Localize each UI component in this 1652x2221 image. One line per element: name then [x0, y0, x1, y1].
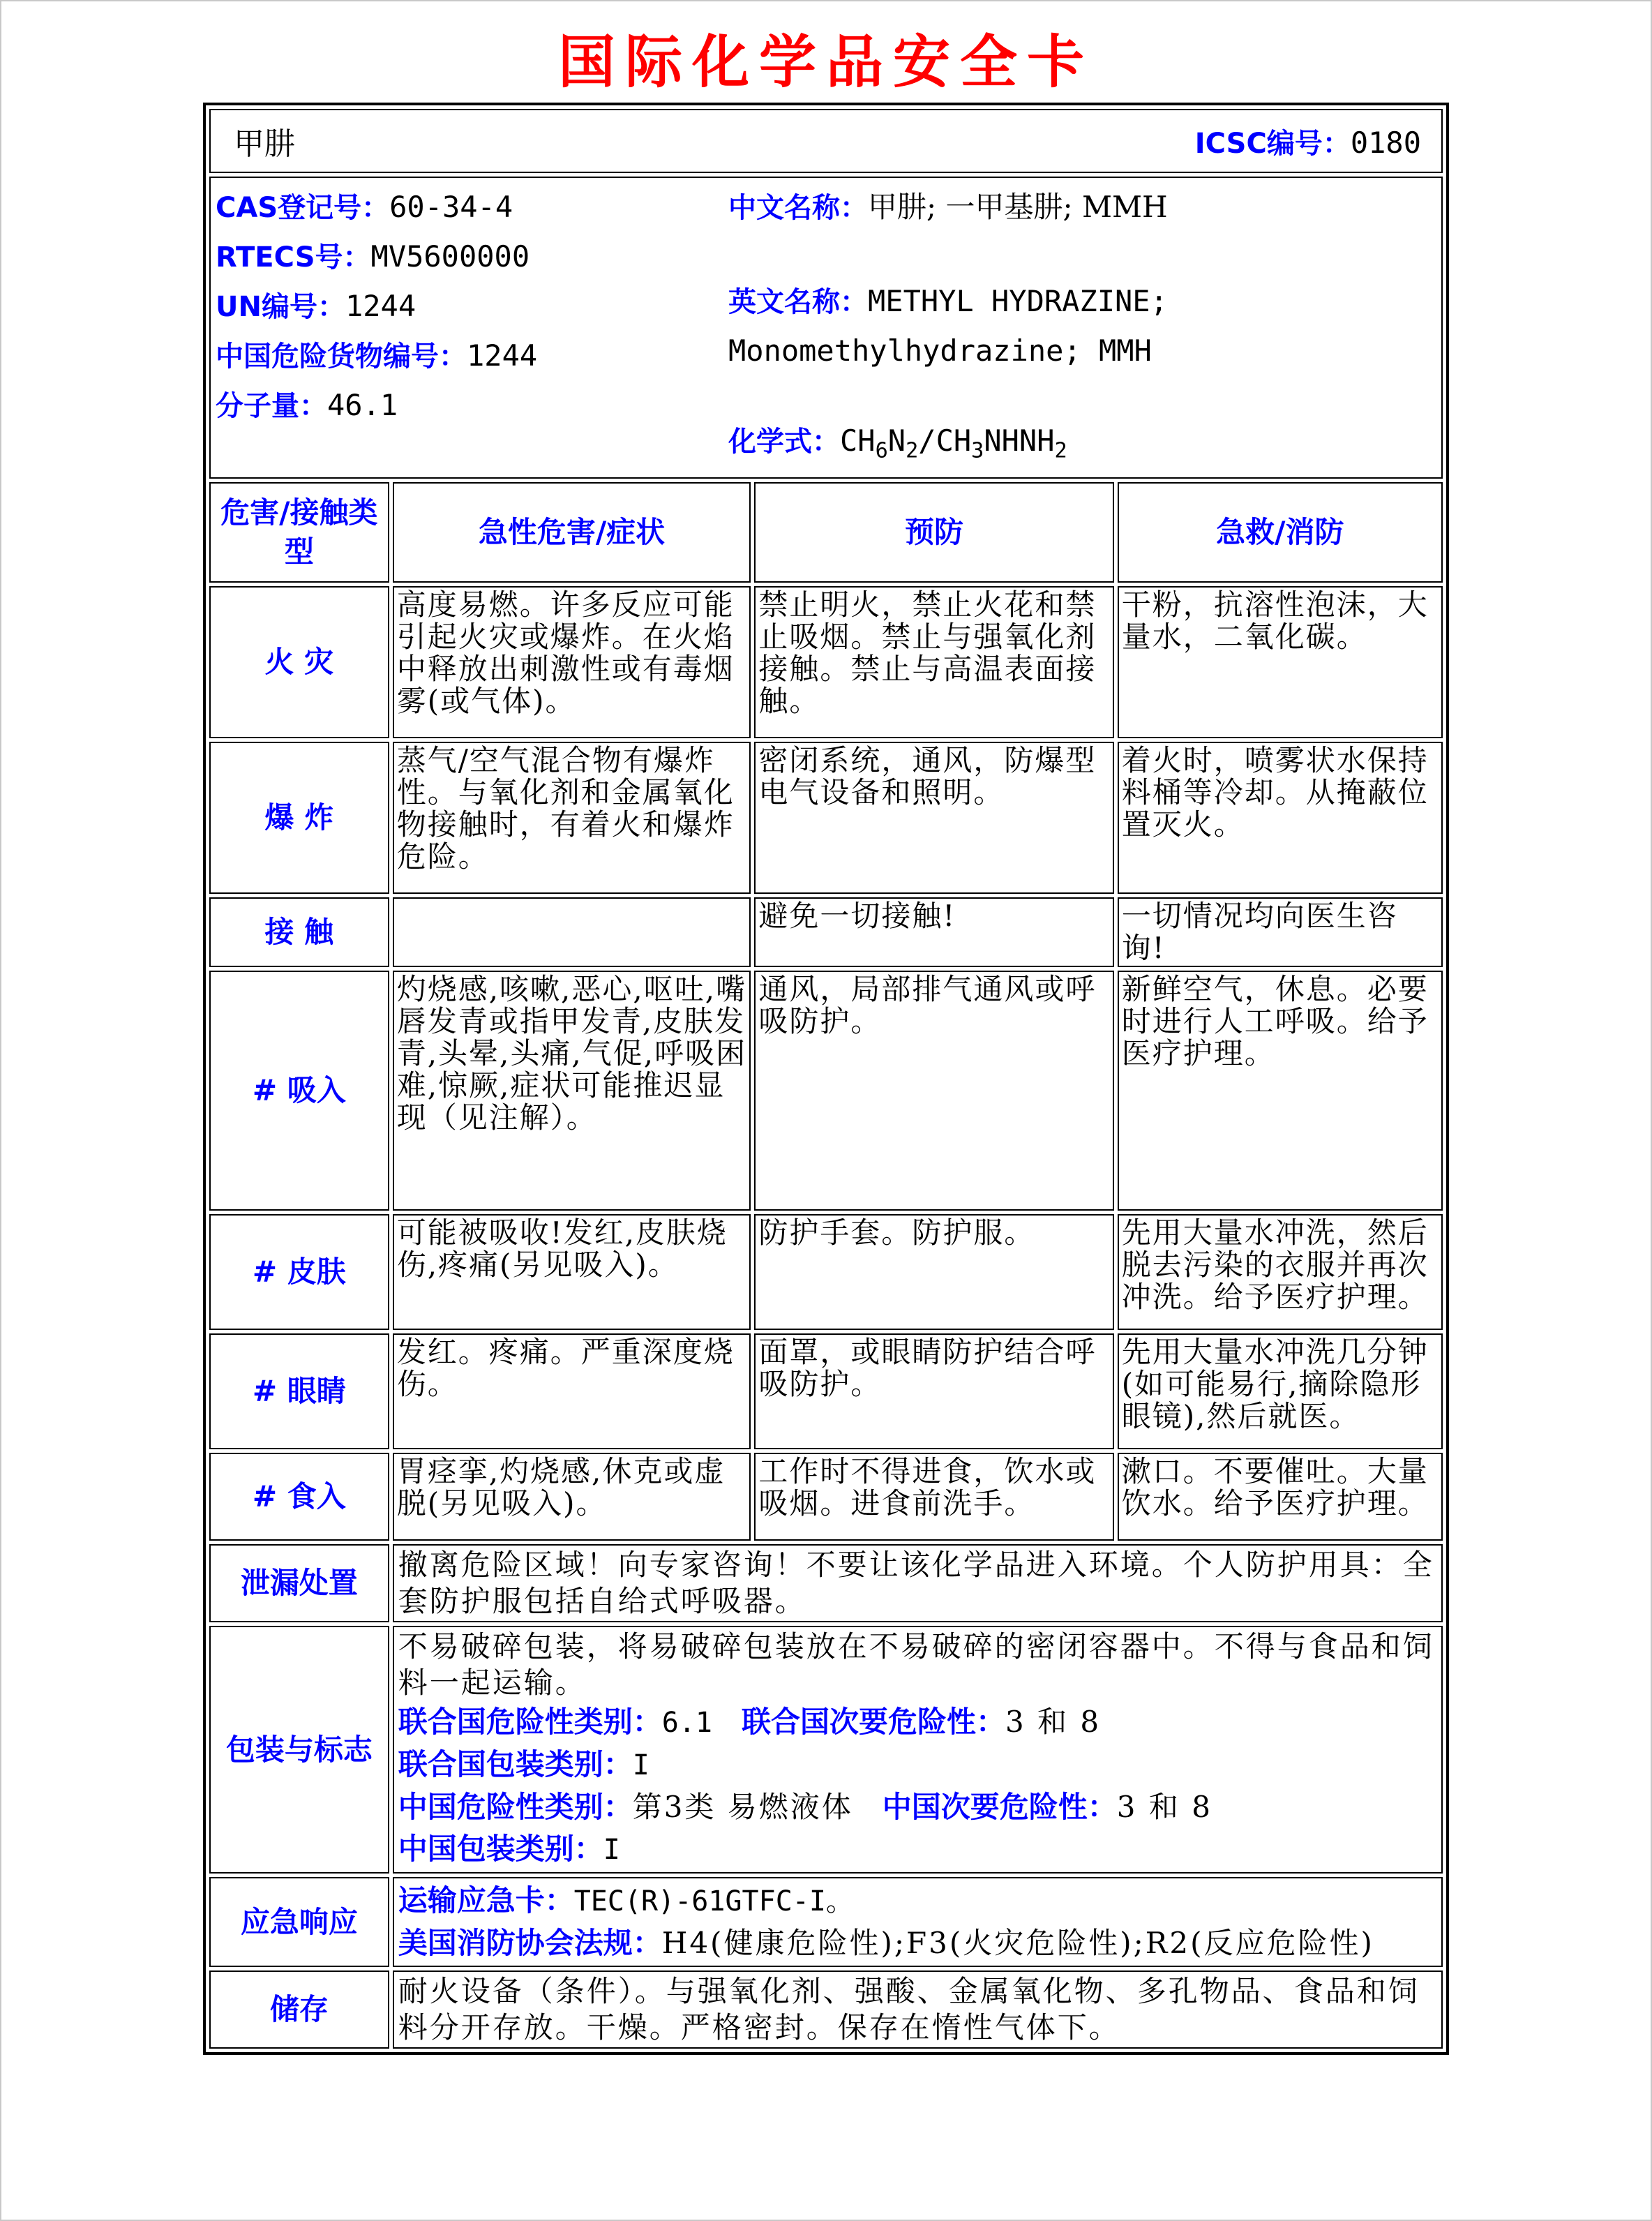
fire-response: 干粉，抗溶性泡沫，大量水，二氧化碳。 — [1118, 586, 1443, 738]
eyes-prevention: 面罩，或眼睛防护结合呼吸防护。 — [754, 1333, 1113, 1449]
exposure-response: 一切情况均向医生咨询! — [1118, 897, 1443, 967]
row-label-fire: 火 灾 — [209, 586, 389, 738]
row-label-spillage: 泄漏处置 — [209, 1544, 389, 1622]
icsc-number-group — [1195, 121, 1421, 161]
cn-packgroup-label: 中国包装类别： — [398, 1832, 603, 1867]
un-packgroup-label: 联合国包装类别： — [398, 1747, 633, 1782]
page-title: 国际化学品安全卡 — [557, 29, 1094, 96]
cn-subrisk-label: 中国次要危险性： — [882, 1790, 1117, 1825]
cn-class-line — [398, 1786, 1437, 1828]
exposure-symptoms — [393, 897, 751, 967]
cn-class-value: 第3类 易燃液体 — [632, 1790, 853, 1825]
ingestion-response: 漱口。不要催吐。大量饮水。给予医疗护理。 — [1118, 1453, 1443, 1541]
row-label-explosion: 爆 炸 — [209, 742, 389, 894]
un-class-value: 6.1 — [661, 1707, 712, 1740]
english-name-value-line2: Monomethylhydrazine; MMH — [728, 334, 1152, 368]
cas-number-value: 60-34-4 — [389, 190, 513, 224]
identification-row — [209, 177, 1443, 479]
english-name-value-line1: METHYL HYDRAZINE; — [868, 284, 1168, 318]
packaging-cell — [393, 1626, 1443, 1874]
row-label-packaging: 包装与标志 — [209, 1626, 389, 1874]
row-label-inhalation: # 吸入 — [209, 971, 389, 1211]
skin-prevention: 防护手套。防护服。 — [754, 1214, 1113, 1330]
nfpa-line — [398, 1922, 1437, 1964]
safety-card-table — [206, 105, 1446, 2052]
packaging-text: 不易破碎包装，将易破碎包装放在不易破碎的密闭容器中。不得与食品和饲料一起运输。 — [398, 1629, 1434, 1700]
table-row-skin — [209, 1214, 1443, 1330]
table-row-fire — [209, 586, 1443, 738]
molecular-weight-line — [216, 384, 728, 433]
un-number-label: UN编号： — [216, 291, 345, 323]
icsc-number-value: 0180 — [1350, 125, 1421, 160]
un-subrisk-value: 3 和 8 — [1005, 1705, 1102, 1740]
table-row-spillage — [209, 1544, 1443, 1622]
hazard-header-row — [209, 482, 1443, 583]
table-row-emergency — [209, 1877, 1443, 1967]
un-number-value: 1244 — [345, 289, 416, 323]
emergency-cell — [393, 1877, 1443, 1967]
tec-card-value: TEC(R)-61GTFC-I。 — [573, 1885, 854, 1918]
icsc-number-label: ICSC编号： — [1194, 127, 1351, 160]
substance-header — [211, 111, 1441, 171]
table-row-inhalation — [209, 971, 1443, 1211]
chinese-name-line — [728, 186, 1436, 235]
storage-text: 耐火设备（条件）。与强氧化剂、强酸、金属氧化物、多孔物品、食品和饲料分开存放。干燥。严格密封。保存在惰性气体下。 — [393, 1971, 1443, 2049]
row-label-emergency: 应急响应 — [209, 1877, 389, 1967]
substance-header-cell — [209, 109, 1443, 173]
english-name-line — [728, 280, 1436, 379]
china-dg-number-label: 中国危险货物编号： — [216, 341, 467, 373]
china-dg-number-line — [216, 334, 728, 384]
inhalation-symptoms: 灼烧感,咳嗽,恶心,呕吐,嘴唇发青或指甲发青,皮肤发青,头晕,头痛,气促,呼吸困难,惊厥,症状可能推迟显现（见注解）。 — [393, 971, 751, 1211]
chinese-name-label: 中文名称： — [728, 192, 868, 224]
acute-hazards-header: 急性危害/症状 — [393, 482, 751, 583]
cn-packgroup-value: I — [603, 1834, 620, 1867]
english-name-label: 英文名称： — [728, 286, 868, 318]
un-packgroup-value: I — [632, 1749, 649, 1782]
china-dg-number-value: 1244 — [467, 338, 538, 373]
formula-label: 化学式： — [728, 426, 840, 458]
nfpa-value: H4(健康危险性);F3(火灾危险性);R2(反应危险性) — [661, 1926, 1374, 1961]
substance-name: 甲肼 — [234, 126, 295, 162]
skin-symptoms: 可能被吸收!发红,皮肤烧伤,疼痛(另见吸入)。 — [393, 1214, 751, 1330]
nfpa-label: 美国消防协会法规： — [398, 1926, 662, 1961]
explosion-response: 着火时，喷雾状水保持料桶等冷却。从掩蔽位置灭火。 — [1118, 742, 1443, 894]
table-row-packaging — [209, 1626, 1443, 1874]
table-row-ingestion — [209, 1453, 1443, 1541]
eyes-response: 先用大量水冲洗几分钟(如可能易行,摘除隐形眼镜),然后就医。 — [1118, 1333, 1443, 1449]
hazard-type-header: 危害/接触类型 — [209, 482, 389, 583]
skin-response: 先用大量水冲洗，然后脱去污染的衣服并再次冲洗。给予医疗护理。 — [1118, 1214, 1443, 1330]
chinese-name-value: 甲肼; 一甲基肼; MMH — [868, 190, 1168, 224]
name-list — [728, 186, 1436, 472]
inhalation-response: 新鲜空气，休息。必要时进行人工呼吸。给予医疗护理。 — [1118, 971, 1443, 1211]
cn-subrisk-value: 3 和 8 — [1116, 1790, 1212, 1825]
un-packgroup-line — [398, 1744, 1437, 1786]
identifier-list — [216, 186, 728, 472]
un-number-line — [216, 285, 728, 334]
cas-number-label: CAS登记号： — [216, 192, 390, 224]
safety-card — [203, 103, 1449, 2055]
row-label-eyes: # 眼睛 — [209, 1333, 389, 1449]
substance-header-row — [209, 109, 1443, 173]
exposure-prevention: 避免一切接触! — [754, 897, 1113, 967]
formula-value: $CH_6N_2/CH_3NHNH_2$ — [840, 424, 1067, 463]
inhalation-prevention: 通风，局部排气通风或呼吸防护。 — [754, 971, 1113, 1211]
eyes-symptoms: 发红。疼痛。严重深度烧伤。 — [393, 1333, 751, 1449]
prevention-header: 预防 — [754, 482, 1113, 583]
molecular-weight-value: 46.1 — [327, 388, 398, 422]
cn-packgroup-line — [398, 1828, 1437, 1871]
first-aid-header: 急救/消防 — [1118, 482, 1443, 583]
row-label-exposure: 接 触 — [209, 897, 389, 967]
row-label-skin: # 皮肤 — [209, 1214, 389, 1330]
table-row-exposure — [209, 897, 1443, 967]
identification-block — [211, 179, 1441, 477]
table-row-eyes — [209, 1333, 1443, 1449]
un-class-line — [398, 1701, 1437, 1744]
un-class-label: 联合国危险性类别： — [398, 1705, 662, 1740]
cn-class-label: 中国危险性类别： — [398, 1790, 633, 1825]
tec-card-line — [398, 1880, 1437, 1922]
row-label-ingestion: # 食入 — [209, 1453, 389, 1541]
table-row-storage — [209, 1971, 1443, 2049]
formula-line — [728, 419, 1436, 472]
fire-prevention: 禁止明火，禁止火花和禁止吸烟。禁止与强氧化剂接触。禁止与高温表面接触。 — [754, 586, 1113, 738]
ingestion-prevention: 工作时不得进食，饮水或吸烟。进食前洗手。 — [754, 1453, 1113, 1541]
rtecs-number-label: RTECS号： — [216, 241, 371, 274]
un-subrisk-label: 联合国次要危险性： — [741, 1705, 1005, 1740]
molecular-weight-label: 分子量： — [216, 390, 327, 422]
fire-symptoms: 高度易燃。许多反应可能引起火灾或爆炸。在火焰中释放出刺激性或有毒烟雾(或气体)。 — [393, 586, 751, 738]
identification-cell — [209, 177, 1443, 479]
explosion-symptoms: 蒸气/空气混合物有爆炸性。与氧化剂和金属氧化物接触时，有着火和爆炸危险。 — [393, 742, 751, 894]
tec-card-label: 运输应急卡： — [398, 1883, 574, 1918]
ingestion-symptoms: 胃痉挛,灼烧感,休克或虚脱(另见吸入)。 — [393, 1453, 751, 1541]
row-label-storage: 储存 — [209, 1971, 389, 2049]
rtecs-number-line — [216, 235, 728, 285]
rtecs-number-value: MV5600000 — [370, 239, 530, 274]
cas-number-line — [216, 186, 728, 235]
table-row-explosion — [209, 742, 1443, 894]
spillage-text: 撤离危险区域！向专家咨询！不要让该化学品进入环境。个人防护用具：全套防护服包括自给式呼吸器。 — [393, 1544, 1443, 1622]
explosion-prevention: 密闭系统，通风，防爆型电气设备和照明。 — [754, 742, 1113, 894]
